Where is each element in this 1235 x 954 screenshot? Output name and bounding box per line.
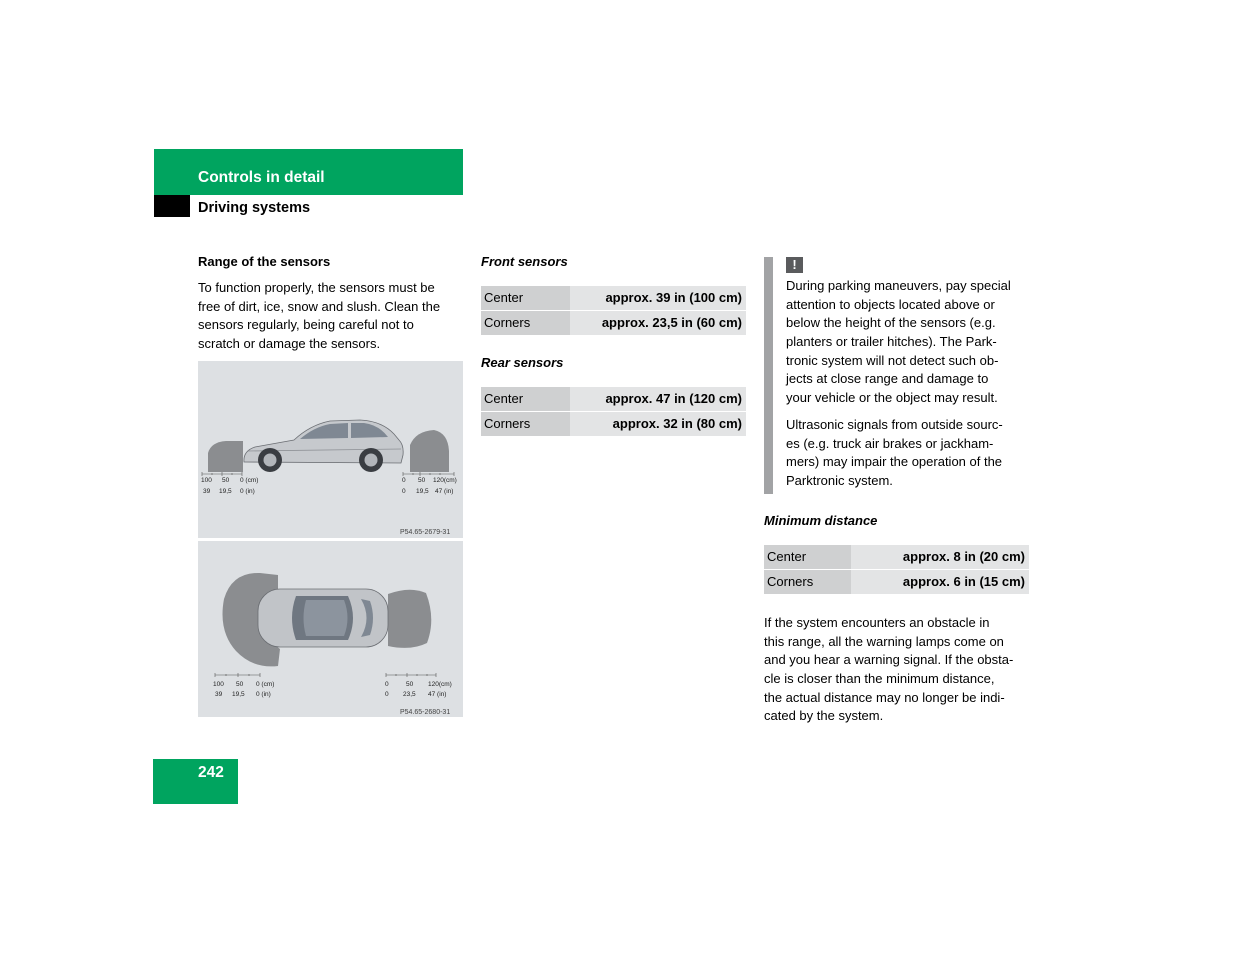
scale-label: 47 (in) (435, 488, 454, 495)
scale-label: 0 (cm) (240, 477, 259, 484)
scale-label: 120(cm) (428, 681, 452, 688)
figure-code: P54.65-2679-31 (400, 529, 451, 536)
row-label: Corners (481, 311, 570, 335)
text-line: mers) may impair the operation of the (786, 454, 1003, 470)
rear-distance-scale (386, 673, 436, 677)
scale-label: 0 (402, 477, 406, 484)
sensor-range-top-view-figure (198, 541, 463, 717)
note-paragraph (786, 416, 1003, 491)
scale-label: 50 (406, 681, 414, 688)
table-row (764, 545, 1029, 569)
table-row (481, 387, 746, 411)
scale-label: 47 (in) (428, 691, 447, 698)
row-label: Corners (764, 570, 851, 594)
minimum-distance-table (764, 545, 1029, 595)
table-row (481, 311, 746, 335)
car-side-illustration (244, 420, 403, 472)
front-sensors-title: Front sensors (481, 254, 568, 269)
scale-label: 0 (385, 681, 389, 688)
text-line: planters or trailer hitches). The Park- (786, 334, 997, 350)
car-top-illustration (258, 589, 388, 647)
scale-label: 100 (213, 681, 224, 688)
scale-label: 19,5 (416, 488, 429, 495)
text-line: es (e.g. truck air brakes or jackham- (786, 435, 994, 451)
table-row (481, 286, 746, 310)
text-line: Ultrasonic signals from outside sourc- (786, 417, 1003, 432)
row-value: approx. 6 in (15 cm) (851, 570, 1029, 594)
scale-label: 39 (203, 488, 211, 495)
figure-code: P54.65-2680-31 (400, 709, 451, 716)
front-sensor-range-blob (208, 441, 243, 472)
sensor-range-side-view-figure (198, 361, 463, 538)
note-paragraph (786, 277, 1011, 408)
scale-label: 50 (222, 477, 230, 484)
text-line: sensors regularly, being careful not to (198, 317, 414, 333)
text-line: attention to objects located above or (786, 296, 995, 312)
warning-icon: ! (786, 257, 803, 273)
scale-label: 39 (215, 691, 223, 698)
scale-label: 0 (385, 691, 389, 698)
front-distance-scale (202, 472, 242, 476)
scale-label: 50 (418, 477, 426, 484)
scale-label: 19,5 (219, 488, 232, 495)
text-line: scratch or damage the sensors. (198, 336, 381, 352)
text-line: cated by the system. (764, 708, 884, 724)
obstacle-paragraph (764, 614, 1013, 726)
subsection-marker (154, 195, 190, 217)
row-value: approx. 32 in (80 cm) (570, 412, 746, 436)
text-line: To function properly, the sensors must be (198, 280, 435, 295)
text-line: jects at close range and damage to (786, 371, 989, 387)
row-label: Center (481, 387, 570, 411)
text-line: tronic system will not detect such ob- (786, 352, 999, 368)
scale-label: 0 (402, 488, 406, 495)
scale-label: 0 (in) (256, 691, 271, 698)
scale-label: 120(cm) (433, 477, 457, 484)
range-paragraph (198, 279, 440, 354)
row-label: Center (764, 545, 851, 569)
table-row (481, 412, 746, 436)
front-distance-scale (215, 673, 260, 677)
rear-distance-scale (403, 472, 454, 476)
row-label: Corners (481, 412, 570, 436)
range-heading: Range of the sensors (198, 254, 331, 269)
scale-label: 0 (in) (240, 488, 255, 495)
table-row (764, 570, 1029, 594)
text-line: If the system encounters an obstacle in (764, 615, 990, 630)
scale-label: 100 (201, 477, 212, 484)
row-value: approx. 23,5 in (60 cm) (570, 311, 746, 335)
page-number: 242 (198, 764, 224, 781)
text-line: free of dirt, ice, snow and slush. Clean the (198, 298, 441, 314)
row-value: approx. 8 in (20 cm) (851, 545, 1029, 569)
rear-sensor-range-blob (410, 430, 449, 472)
text-line: During parking maneuvers, pay special (786, 278, 1011, 293)
row-value: approx. 39 in (100 cm) (570, 286, 746, 310)
subsection-title: Driving systems (198, 200, 311, 216)
text-line: this range, all the warning lamps come on (764, 633, 1004, 649)
front-sensors-table (481, 286, 746, 336)
note-side-bar (764, 257, 773, 494)
text-line: the actual distance may no longer be indi- (764, 689, 1005, 705)
scale-label: 50 (236, 681, 244, 688)
scale-label: 23,5 (403, 691, 416, 698)
row-label: Center (481, 286, 570, 310)
text-line: and you hear a warning signal. If the obsta- (764, 652, 1014, 668)
rear-sensor-range-blob (388, 590, 431, 648)
scale-label: 19,5 (232, 691, 245, 698)
text-line: cle is closer than the minimum distance, (764, 671, 995, 687)
row-value: approx. 47 in (120 cm) (570, 387, 746, 411)
text-line: your vehicle or the object may result. (786, 390, 998, 406)
text-line: below the height of the sensors (e.g. (786, 315, 996, 331)
scale-label: 0 (cm) (256, 681, 275, 688)
rear-sensors-table (481, 387, 746, 437)
section-title: Controls in detail (198, 169, 325, 186)
page-number-box (153, 759, 238, 804)
rear-sensors-title: Rear sensors (481, 355, 564, 370)
text-line: Parktronic system. (786, 473, 893, 489)
minimum-distance-title: Minimum distance (764, 513, 878, 528)
